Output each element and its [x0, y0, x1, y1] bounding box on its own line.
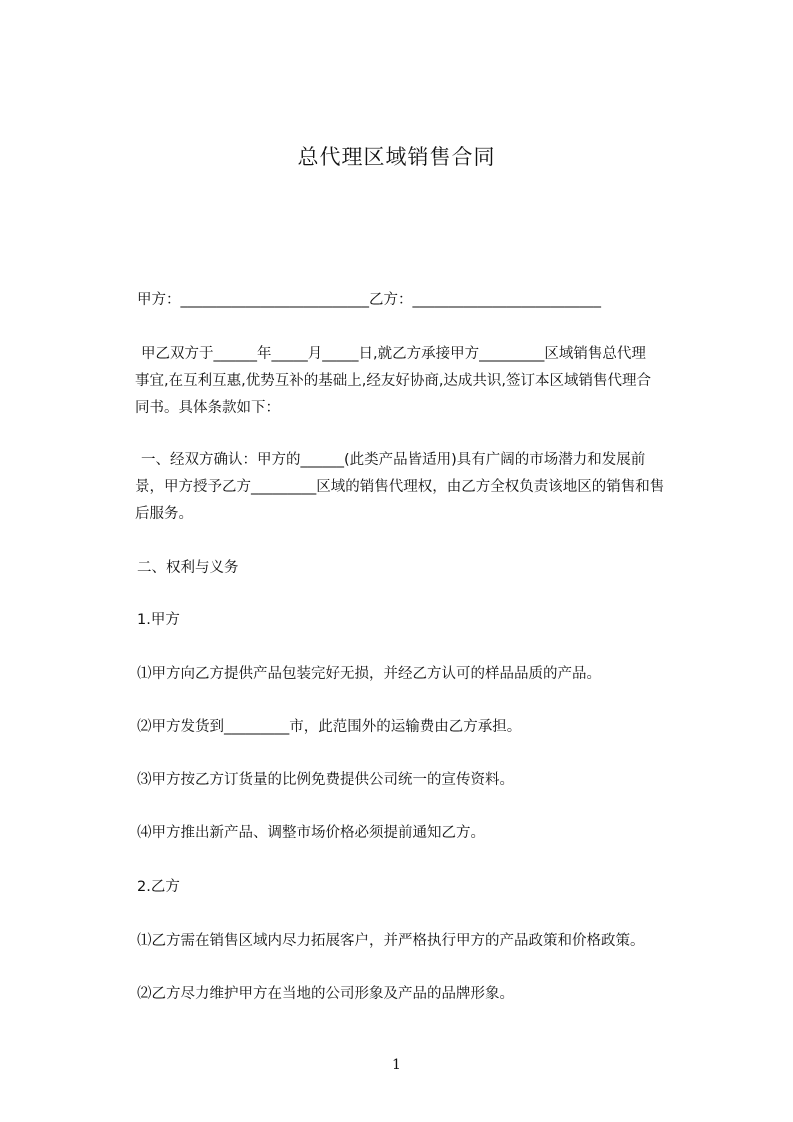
- parties-line: 甲方：__________________________乙方：__________________________: [137, 292, 601, 308]
- party-b-item: ⑴乙方需在销售区域内尽力拓展客户，并严格执行甲方的产品政策和价格政策。: [137, 933, 645, 949]
- intro-line-3: 同书。具体条款如下：: [135, 400, 280, 416]
- party-a-item: ⑶甲方按乙方订货量的比例免费提供公司统一的宣传资料。: [137, 772, 514, 788]
- party-a-item: ⑵甲方发货到_________市，此范围外的运输费由乙方承担。: [137, 719, 522, 735]
- intro-line-1: 甲乙双方于______年_____月_____日,就乙方承接甲方_________区域销售总代理: [141, 346, 646, 362]
- clause-1-paragraph: [137, 447, 705, 528]
- contract-title: 总代理区域销售合同: [297, 145, 496, 169]
- clause-2-heading: 二、权利与义务: [137, 560, 239, 576]
- clause-1-line-2: 景，甲方授予乙方_________区域的销售代理权，由乙方全权负责该地区的销售和售: [135, 479, 665, 495]
- party-b-item: ⑵乙方尽力维护甲方在当地的公司形象及产品的品牌形象。: [137, 986, 514, 1002]
- party-a-item: ⑴甲方向乙方提供产品包装完好无损，并经乙方认可的样品品质的产品。: [137, 666, 601, 682]
- intro-paragraph: [137, 341, 705, 422]
- intro-line-2: 事宜,在互利互惠,优势互补的基础上,经友好协商,达成共识,签订本区域销售代理合: [135, 373, 652, 389]
- party-a-item: ⑷甲方推出新产品、调整市场价格必须提前通知乙方。: [137, 825, 485, 841]
- page-number: 1: [392, 1057, 401, 1073]
- party-a-heading: 1.甲方: [137, 612, 180, 628]
- party-b-heading: 2.乙方: [137, 879, 180, 895]
- clause-1-line-1: 一、经双方确认：甲方的______(此类产品皆适用)具有广阔的市场潜力和发展前: [141, 452, 646, 468]
- clause-1-line-3: 后服务。: [135, 506, 193, 522]
